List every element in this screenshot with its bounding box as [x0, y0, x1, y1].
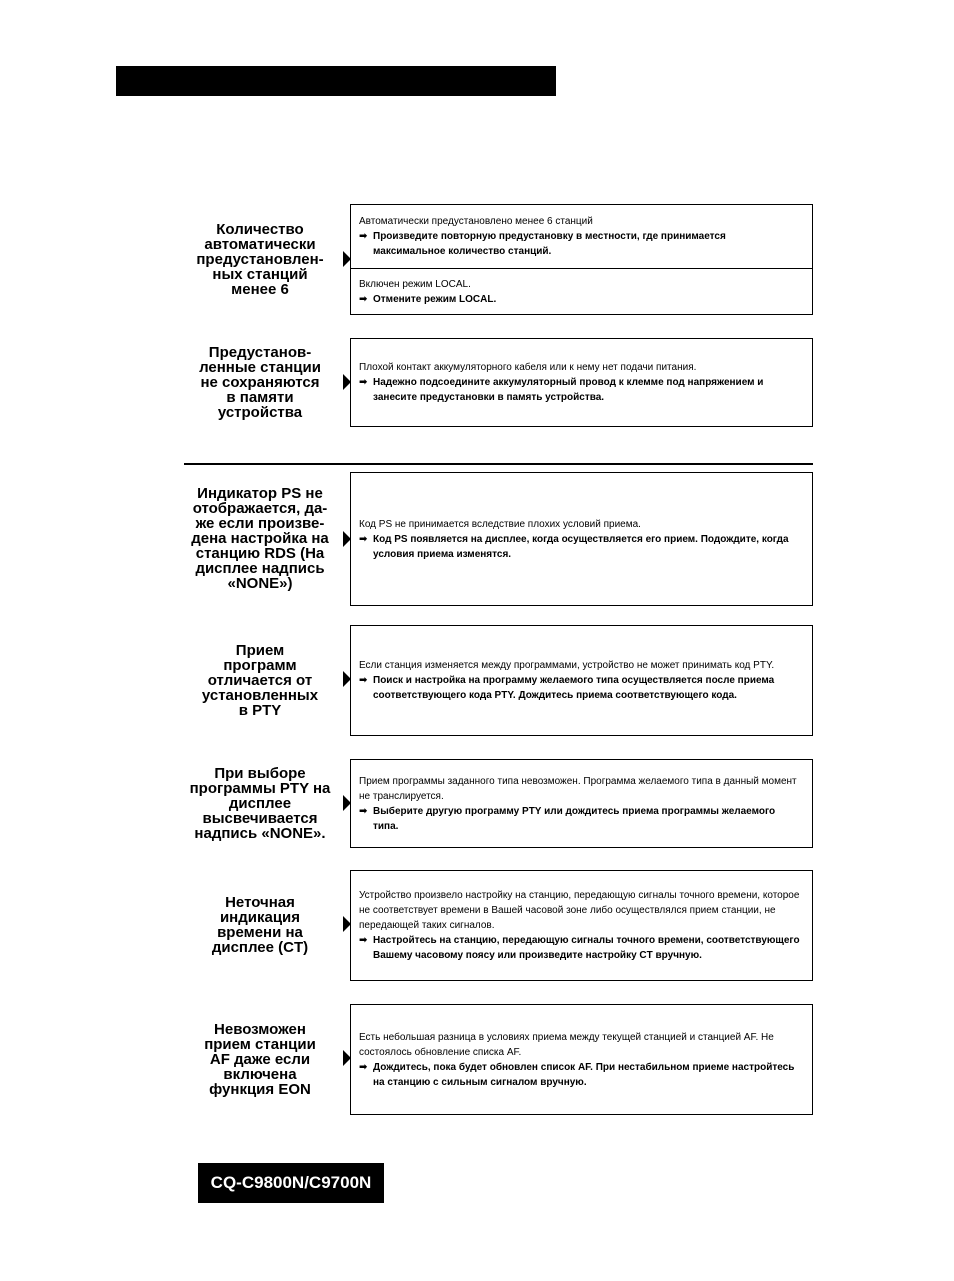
remedy-text — [359, 292, 800, 307]
cause-text: Плохой контакт аккумуляторного кабеля или к нему нет подачи питания. — [359, 362, 697, 373]
symptom-label: Невозможен прием станции AF даже если включена функция EON — [204, 1020, 316, 1098]
remedy-text — [359, 933, 800, 963]
remedy-text — [359, 375, 800, 405]
remedy-label: Отмените режим LOCAL. — [373, 293, 497, 305]
right-arrow-icon: ➡ — [359, 1061, 368, 1073]
solution-section — [351, 871, 812, 980]
cause-text: Код PS не принимается вследствие плохих условий приема. — [359, 518, 641, 530]
remedy-text — [359, 804, 800, 834]
cause-text: Устройство произвело настройку на станцию, передающую сигналы точного времени, которое не соответствует времени в Вашей часовой зоне либо осуществлялся прием станции, не передающей таких сигналов. — [359, 890, 800, 931]
cause-text: Автоматически предустановлено менее 6 станций — [359, 216, 593, 227]
solution-box — [350, 1004, 813, 1115]
symptom-label: Прием программ отличается от установленных в PTY — [201, 641, 319, 719]
symptom-label: Предустанов- ленные станции не сохраняются в памяти устройства — [199, 343, 321, 421]
solution-section — [351, 268, 812, 314]
solution-section — [351, 473, 812, 605]
remedy-text — [359, 229, 800, 259]
section-divider — [184, 463, 813, 465]
remedy-label: Код PS появляется на дисплее, когда осуществляется его прием. Подождите, когда условия приема изменятся. — [373, 533, 789, 560]
cause-text: Если станция изменяется между программами, устройство не может принимать код PTY. — [359, 660, 775, 671]
right-arrow-icon: ➡ — [359, 293, 368, 305]
solution-section — [351, 760, 812, 847]
symptom-label: Количество автоматически предустановлен- ных станций менее 6 — [196, 221, 324, 298]
remedy-label: Поиск и настройка на программу желаемого типа осуществляется после приема соответствующего кода PTY. Дождитесь приема соответствующего кода. — [373, 675, 775, 701]
symptom-label: Неточная индикация времени на дисплее (CT) — [211, 894, 309, 956]
solution-section — [351, 205, 812, 268]
solution-section — [351, 339, 812, 426]
solution-box — [350, 204, 813, 315]
cause-text: Включен режим LOCAL. — [359, 278, 471, 290]
remedy-text — [359, 532, 800, 562]
right-arrow-icon: ➡ — [359, 675, 368, 686]
cause-text: Прием программы заданного типа невозможен. Программа желаемого типа в данный момент не транслируется. — [359, 775, 797, 802]
solution-box — [350, 870, 813, 981]
right-arrow-icon: ➡ — [359, 231, 368, 242]
header-bar — [116, 66, 556, 96]
cause-text: Есть небольшая разница в условиях приема между текущей станцией и станцией AF. Не состоялось обновление списка AF. — [359, 1031, 774, 1058]
solution-box — [350, 625, 813, 736]
solution-box — [350, 472, 813, 606]
solution-section — [351, 1005, 812, 1114]
right-arrow-icon: ➡ — [359, 377, 368, 388]
model-badge: CQ-C9800N/C9700N — [198, 1163, 384, 1203]
right-arrow-icon: ➡ — [359, 935, 368, 946]
remedy-label: Надежно подсоедините аккумуляторный провод к клемме под напряжением и занесите предустановки в память устройства. — [373, 377, 764, 403]
remedy-label: Выберите другую программу PTY или дождитесь приема программы желаемого типа. — [373, 805, 776, 832]
solution-box — [350, 759, 813, 848]
remedy-label: Дождитесь, пока будет обновлен список AF. При нестабильном приеме настройтесь на станцию с сильным сигналом вручную. — [373, 1061, 795, 1088]
right-arrow-icon: ➡ — [359, 805, 368, 817]
symptom-label: Индикатор PS не отображается, да- же если произве- дена настройка на станцию RDS (На дисплее надпись «NONE») — [191, 485, 329, 592]
solution-box — [350, 338, 813, 427]
right-arrow-icon: ➡ — [359, 533, 368, 545]
remedy-label: Произведите повторную предустановку в местности, где принимается максимальное количество станций. — [373, 231, 726, 257]
remedy-label: Настройтесь на станцию, передающую сигналы точного времени, соответствующего Вашему часовому поясу или произведите настройку CT вручную. — [373, 935, 800, 961]
remedy-text — [359, 673, 800, 703]
solution-section — [351, 626, 812, 735]
remedy-text — [359, 1060, 800, 1090]
symptom-label: При выборе программы PTY на дисплее высвечивается надпись «NONE». — [189, 764, 331, 842]
